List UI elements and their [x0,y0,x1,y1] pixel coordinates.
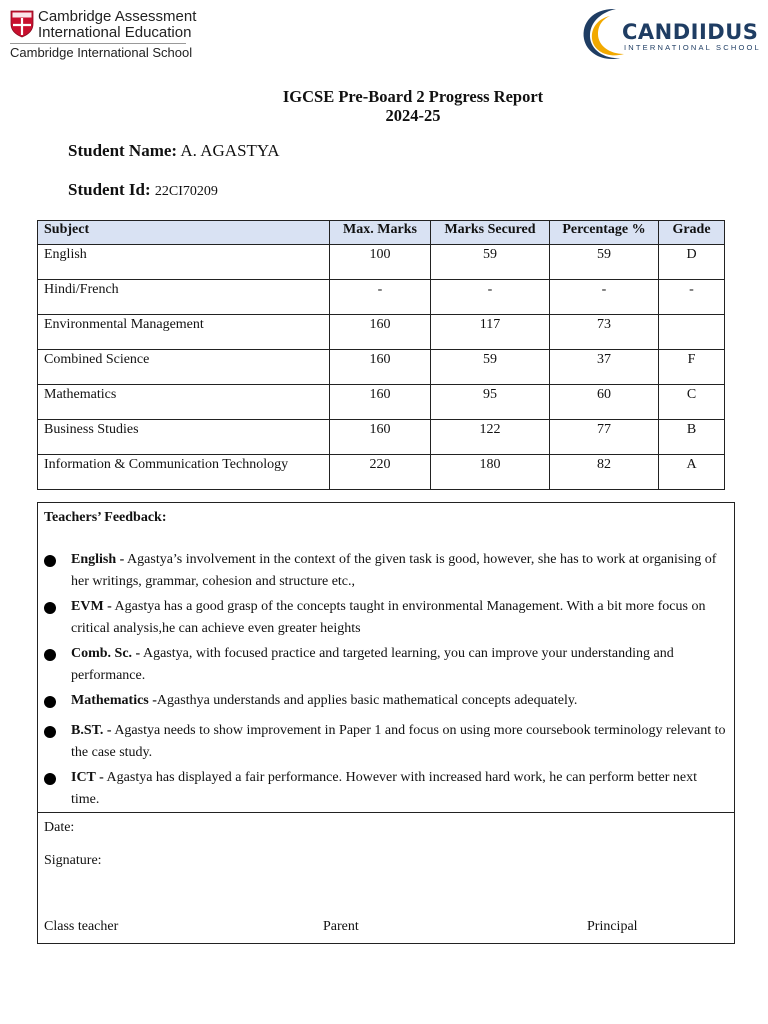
marks-secured-cell: 117 [431,315,550,350]
student-id-label: Student Id: [68,180,151,199]
header-percentage: Percentage % [550,221,659,245]
grade-cell: - [659,280,725,315]
feedback-text: Agastya needs to show improvement in Paper 1 and focus on using more coursebook terminology relevant to the case study. [71,723,726,760]
percentage-cell: 82 [550,455,659,490]
signature-box [37,811,735,944]
table-row [38,455,725,490]
subject-cell: Mathematics [38,385,330,420]
header-max-marks: Max. Marks [330,221,431,245]
grade-cell: A [659,455,725,490]
table-row [38,385,725,420]
bullet-icon [44,726,56,738]
logo-divider [10,43,186,44]
percentage-cell: 37 [550,350,659,385]
student-id-value: 22CI70209 [154,184,218,199]
report-title: IGCSE Pre-Board 2 Progress Report [282,87,544,106]
marks-secured-cell: 180 [431,455,550,490]
header-grade: Grade [659,221,725,245]
subject-cell: Hindi/French [38,280,330,315]
grade-cell: F [659,350,725,385]
max-marks-cell: - [330,280,431,315]
feedback-list [38,549,734,811]
subject-cell: Business Studies [38,420,330,455]
school-name: CANDIIDUS [622,20,759,44]
percentage-cell: - [550,280,659,315]
feedback-item-bst [38,720,734,764]
international-education-text: International Education [38,24,192,41]
cambridge-school-text: Cambridge International School [10,45,193,60]
feedback-subject: Mathematics - [71,693,157,708]
teachers-feedback-box [37,502,735,813]
feedback-item-english [38,549,734,593]
percentage-cell: 77 [550,420,659,455]
feedback-subject: EVM - [71,599,112,614]
bullet-icon [44,602,56,614]
school-subtitle: INTERNATIONAL SCHOOL [624,43,761,52]
percentage-cell: 59 [550,245,659,280]
bullet-icon [44,555,56,567]
date-label: Date: [44,820,75,835]
feedback-title: Teachers’ Feedback: [44,510,167,525]
student-id-line [68,180,218,200]
feedback-subject: ICT - [71,770,104,785]
grade-cell [659,315,725,350]
bullet-icon [44,649,56,661]
feedback-subject: Comb. Sc. - [71,646,141,661]
principal-label: Principal [587,919,638,934]
subject-cell: Information & Communication Technology [38,455,330,490]
feedback-item-comb-sc [38,643,734,687]
table-row [38,245,725,280]
table-header-row [38,221,725,245]
table-row [38,280,725,315]
table-row [38,315,725,350]
parent-label: Parent [323,919,359,934]
marks-secured-cell: 59 [431,350,550,385]
feedback-item-ict [38,767,734,811]
bullet-icon [44,696,56,708]
marks-table [37,220,725,490]
cambridge-shield-icon [10,10,34,38]
grade-cell: D [659,245,725,280]
max-marks-cell: 160 [330,385,431,420]
marks-secured-cell: 59 [431,245,550,280]
max-marks-cell: 160 [330,420,431,455]
cambridge-assessment-text: Cambridge Assessment [38,8,197,25]
percentage-cell: 60 [550,385,659,420]
header-subject: Subject [38,221,330,245]
max-marks-cell: 220 [330,455,431,490]
max-marks-cell: 160 [330,315,431,350]
feedback-text: Agastya, with focused practice and targeted learning, you can improve your understanding and performance. [71,646,674,683]
feedback-item-mathematics [38,690,734,712]
student-name-label: Student Name: [68,141,178,160]
header-marks-secured: Marks Secured [431,221,550,245]
feedback-subject: B.ST. - [71,723,112,738]
subject-cell: Environmental Management [38,315,330,350]
grade-cell: B [659,420,725,455]
feedback-text: Agasthya understands and applies basic mathematical concepts adequately. [156,693,578,708]
max-marks-cell: 100 [330,245,431,280]
feedback-subject: English - [71,552,125,567]
table-row [38,420,725,455]
class-teacher-label: Class teacher [44,919,119,934]
subject-cell: English [38,245,330,280]
student-name-line [68,141,280,161]
student-name-value: A. AGASTYA [180,141,280,160]
marks-secured-cell: - [431,280,550,315]
feedback-text: Agastya has displayed a fair performance. However with increased hard work, he can perform better next time. [71,770,698,807]
marks-secured-cell: 95 [431,385,550,420]
feedback-text: Agastya’s involvement in the context of the given task is good, however, she has to work at organising of her writings, grammar, cohesion and structure etc., [71,552,717,589]
signature-label: Signature: [44,853,102,868]
feedback-text: Agastya has a good grasp of the concepts taught in environmental Management. With a bit more focus on critical analysis,he can achieve even greater heights [71,599,706,636]
report-year: 2024-25 [385,106,441,125]
max-marks-cell: 160 [330,350,431,385]
candiidus-logo [580,6,760,64]
percentage-cell: 73 [550,315,659,350]
marks-secured-cell: 122 [431,420,550,455]
subject-cell: Combined Science [38,350,330,385]
cambridge-logo [10,8,200,64]
grade-cell: C [659,385,725,420]
feedback-item-evm [38,596,734,640]
table-row [38,350,725,385]
bullet-icon [44,773,56,785]
